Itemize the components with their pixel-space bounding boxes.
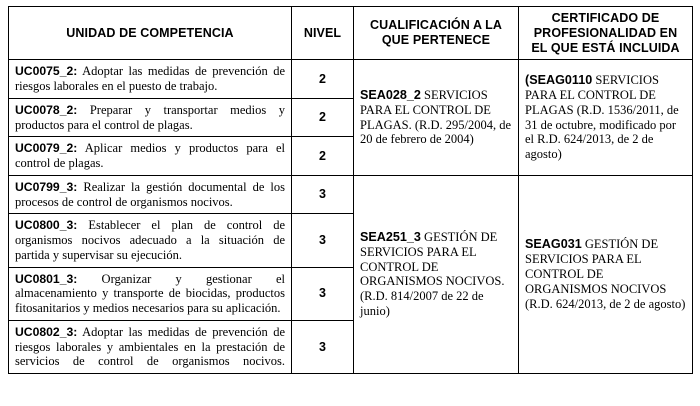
uc-code: UC0799_3:: [15, 179, 78, 194]
competency-units-table: [8, 6, 693, 374]
cualificacion-code: SEA028_2: [360, 87, 421, 102]
cell-unidad-competencia: [9, 98, 292, 137]
uc-text: Realizar la gestión documental de los procesos de control de organismos nocivos.: [15, 179, 285, 209]
uc-code: UC0801_3:: [15, 271, 78, 286]
table-header: [9, 7, 693, 60]
uc-code: UC0802_3:: [15, 324, 78, 339]
table-body: [9, 60, 693, 374]
cell-unidad-competencia: [9, 137, 292, 176]
column-header-cualificacion: CUALIFICACIÓN A LA QUE PERTENECE: [354, 7, 519, 60]
uc-text: Aplicar medios y productos para el control de plagas.: [15, 141, 285, 170]
table-row: [9, 175, 693, 214]
certificado-text: SERVICIOS PARA EL CONTROL DE PLAGAS (R.D. 1536/2011, de 31 de octubre, modificado por el R.D. 624/2013, de 2 de agosto): [525, 73, 679, 162]
column-header-certificado: CERTIFICADO DE PROFESIONALIDAD EN EL QUE ESTÁ INCLUIDA: [519, 7, 693, 60]
cell-unidad-competencia: [9, 175, 292, 214]
cell-certificado-seag031: [519, 175, 693, 373]
table-header-row: [9, 7, 693, 60]
cell-nivel: 2: [292, 98, 354, 137]
column-header-nivel: NIVEL: [292, 7, 354, 60]
column-header-unidad-competencia: UNIDAD DE COMPETENCIA: [9, 7, 292, 60]
cell-unidad-competencia: [9, 320, 292, 373]
certificado-text: GESTIÓN DE SERVICIOS PARA EL CONTROL DE ORGANISMOS NOCIVOS (R.D. 624/2013, de 2 de agosto): [525, 237, 686, 311]
certificado-code: SEAG031: [525, 237, 582, 252]
cualificacion-text: GESTIÓN DE SERVICIOS PARA EL CONTROL DE ORGANISMOS NOCIVOS. (R.D. 814/2007 de 22 de junio): [360, 230, 505, 318]
uc-text: Adoptar las medidas de prevención de riesgos laborales y ambientales en la prestación de servicios de control de organismos nocivos.: [15, 324, 285, 369]
uc-code: UC0079_2:: [15, 141, 78, 156]
cell-nivel: 3: [292, 267, 354, 320]
cell-unidad-competencia: [9, 214, 292, 267]
uc-text: Establecer el plan de control de organismos nocivos adecuado a la situación de partida y supervisar su ejecución.: [15, 218, 285, 262]
cualificacion-code: SEA251_3: [360, 230, 421, 245]
certificado-code: (SEAG0110: [525, 73, 593, 88]
uc-text: Adoptar las medidas de prevención de riesgos laborales en el puesto de trabajo.: [15, 64, 285, 93]
cell-nivel: 3: [292, 320, 354, 373]
cell-cualificacion-sea251: [354, 175, 519, 373]
uc-code: UC0800_3:: [15, 218, 78, 233]
cell-unidad-competencia: [9, 267, 292, 320]
cell-nivel: 2: [292, 60, 354, 99]
cell-nivel: 3: [292, 175, 354, 214]
cell-unidad-competencia: [9, 60, 292, 99]
cualificacion-text: SERVICIOS PARA EL CONTROL DE PLAGAS. (R.D. 295/2004, de 20 de febrero de 2004): [360, 87, 512, 147]
cell-nivel: 3: [292, 214, 354, 267]
table-row: [9, 60, 693, 99]
cell-certificado-seag0110: [519, 60, 693, 176]
cell-nivel: 2: [292, 137, 354, 176]
uc-code: UC0075_2:: [15, 64, 78, 79]
uc-text: Preparar y transportar medios y productos para el control de plagas.: [15, 102, 285, 132]
uc-text: Organizar y gestionar el almacenamiento y transporte de biocidas, productos fitosanitarios y medios necesarios para su aplicación.: [15, 271, 285, 315]
cell-cualificacion-sea028: [354, 60, 519, 176]
uc-code: UC0078_2:: [15, 102, 78, 117]
